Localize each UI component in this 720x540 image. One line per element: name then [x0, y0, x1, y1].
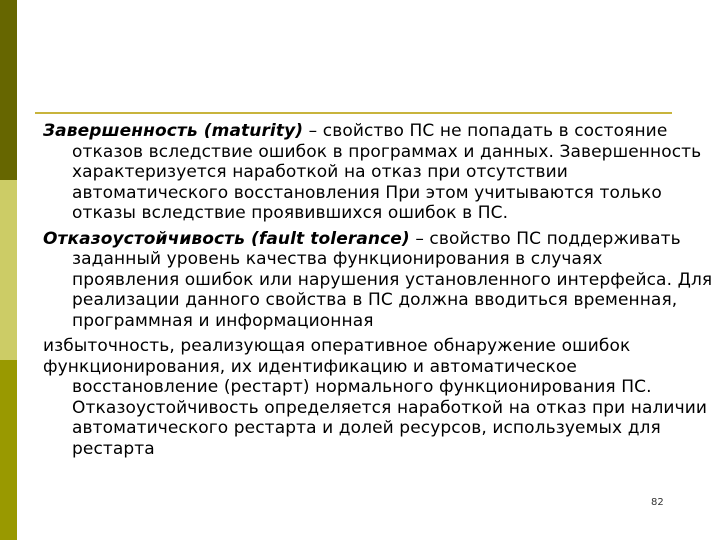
definition-maturity	[43, 121, 715, 224]
paragraph-redundancy-text: избыточность, реализующая оперативное обнаружение ошибок	[43, 336, 631, 356]
definition-fault-tolerance-text: – свойство ПС поддерживать заданный уровень качества функционирования в случаях проявления ошибок или нарушения установленного интерфейса. Для реализации данного свойства в ПС должна вводиться временная, программная и информационная	[72, 228, 713, 331]
definition-fault-tolerance	[43, 229, 715, 332]
paragraph-functioning-text: функционирования, их идентификацию и автоматическое восстановление (рестарт) нормального функционирования ПС. Отказоустойчивость определяется наработкой на отказ при наличии автоматического рестарта и долей ресурсов, используемых для рестарта	[43, 356, 708, 459]
paragraph-functioning	[43, 357, 715, 460]
decorative-side-bar	[0, 0, 17, 540]
title-divider-line	[35, 112, 672, 114]
slide-body	[43, 121, 715, 464]
term-fault-tolerance: Отказоустойчивость (fault tolerance)	[43, 228, 410, 249]
term-maturity: Завершенность (maturity)	[43, 121, 304, 141]
side-bar-middle-segment	[0, 180, 17, 360]
side-bar-bottom-segment	[0, 360, 17, 540]
side-bar-top-segment	[0, 0, 17, 180]
definition-maturity-text: – свойство ПС не попадать в состояние отказов вследствие ошибок в программах и данных. Завершенность характеризуется наработкой на отказ при отсутствии автоматического восстановления При этом учитываются только отказы вследствие проявившихся ошибок в ПС.	[72, 121, 702, 223]
paragraph-redundancy	[43, 336, 715, 357]
page-number: 82	[651, 497, 664, 508]
